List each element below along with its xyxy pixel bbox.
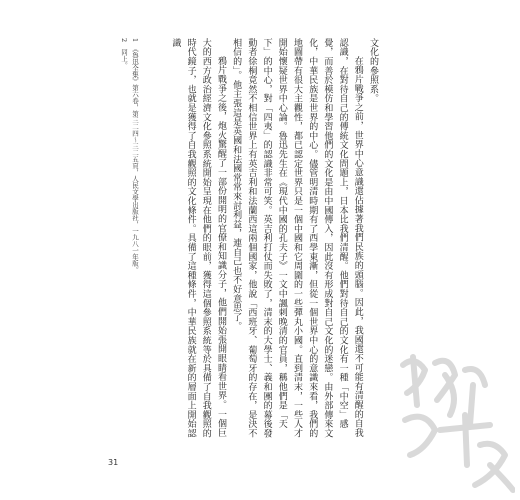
footnote: 2 同上。 <box>120 38 128 69</box>
paragraph: 文化的參照系。 <box>368 38 378 104</box>
footnote: 1 《魯迅全集》第六卷，第三二四～三二五頁，人民文學出版社，一九八一年版。 <box>131 38 139 273</box>
paragraph: 在鴉片戰爭之前，世界中心意識還佔據著我們民族的頭腦。因此，我國還不可能有清醒的自我認識，在對待自己的傳統文化問題上，日本比我們清醒。他們對待自己的文化有一種「中空」感覺，而善於模仿和學習他們的文化是由中國傳入，因此沒有形成對自己文化的迷戀。由外部傳來文化，中華民族是世界的中心。儘管明清時期有了西學東漸，但從一個世界中心的意識來看，我們的地圖帶有很大主觀性，都已認定世界只是一個中國和它周圍的一些彈丸小國。直到清末，一些人才開始懷疑世界中心論。魯迅先生在《現代中國的孔夫子》一文中諷刺晚清的官員，稱他們是「天下」的中心，對「四夷」的認識非常可笑。英吉利打仗而失敗了，清末的大學士、義和團的幕後發動者徐桐竟然不相信世界上有英吉利和法蘭西這兩個國家，他說「西班牙、葡萄牙的存在，是決不相信的」。他主張這是英國和法國常常來討利益，連自己也不好意思了。 <box>231 38 363 438</box>
calligraphy-watermark <box>395 345 515 495</box>
paragraph: 鴉片戰爭之後，炮火驚醒了一部份開明的官僚和知識分子，他們開始張開眼睛看世界。一個巨大的西方政治經濟文化參照系統開始呈現在他們的眼前，獲得這個參照系統等於具備了自我觀照的時代鏡子，也就是獲得了自我觀照的文化條件。具備了這種條件，中華民族就在新的層面上開始認識 <box>170 38 226 438</box>
body-text <box>118 38 380 438</box>
footnotes <box>100 38 140 438</box>
page-number: 31 <box>108 458 119 467</box>
